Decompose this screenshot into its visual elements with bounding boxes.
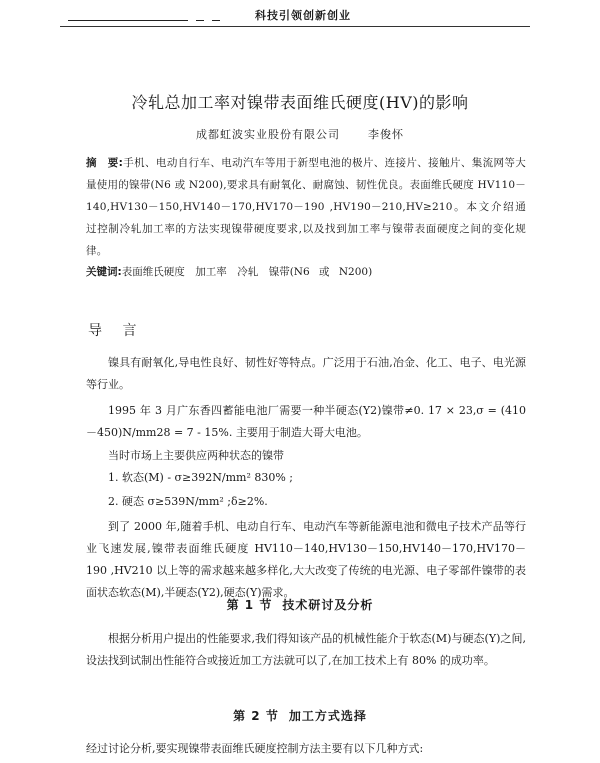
byline <box>0 126 600 142</box>
section-1-number: 第 1 节 <box>226 598 273 612</box>
intro-line-1: 当时市场上主要供应两种状态的镍带 <box>108 449 284 462</box>
section-2-paragraph: 经过讨论分析,要实现镍带表面维氏硬度控制方法主要有以下几种方式: <box>86 742 424 755</box>
section-2-number: 第 2 节 <box>233 709 279 723</box>
intro-paragraph-3: 到了 2000 年,随着手机、电动自行车、电动汽车等新能源电池和微电子技术产品等行业飞速发展,镍带表面维氏硬度 HV110－140,HV130－150,HV140－170,HV170－190 ,HV210 以上等的需求越来越多样化,大大改变了传统的电光源、电子零部件镍带的表面状态软态(M),半硬态(Y2),硬态(Y)需求。 <box>86 520 526 599</box>
keywords-label: 关键词: <box>86 266 122 278</box>
keywords-text: 表面维氏硬度 加工率 冷轧 镍带(N6 或 N200) <box>121 266 373 278</box>
abstract-label: 摘 要: <box>86 157 124 169</box>
abstract <box>86 152 526 262</box>
intro-paragraph-1: 镍具有耐氧化,导电性良好、韧性好等特点。广泛用于石油,冶金、化工、电子、电光源等行业。 <box>86 356 526 391</box>
header-rule-left <box>68 20 188 21</box>
intro-heading: 导 言 <box>88 323 145 339</box>
intro-line-2: 1. 软态(M) - σ≥392N/mm² 830% ; <box>108 471 294 484</box>
section-1-name: 技术研讨及分析 <box>282 598 374 612</box>
section-1-heading <box>0 596 600 613</box>
keywords <box>86 262 526 282</box>
header-rule <box>60 26 530 27</box>
intro-line-3: 2. 硬态 σ≥539N/mm² ;δ≥2%. <box>108 495 268 508</box>
affiliation: 成都虹波实业股份有限公司 <box>196 128 340 141</box>
section-2-heading <box>0 707 600 724</box>
abstract-text: 手机、电动自行车、电动汽车等用于新型电池的极片、连接片、接触片、集流网等大量使用的镍带(N6 或 N200),要求具有耐氧化、耐腐蚀、韧性优良。表面维氏硬度 HV110－140,HV130－150,HV140－170,HV170－190 ,HV190－210,HV≥210。本文介绍通过控制冷轧加工率的方法实现镍带硬度要求,以及找到加工率与镍带表面硬度之间的变化规律。 <box>86 157 527 257</box>
header-dash <box>212 20 220 21</box>
header-dash <box>196 20 204 21</box>
running-head: 科技引领创新创业 <box>255 9 351 22</box>
section-1-paragraph: 根据分析用户提出的性能要求,我们得知该产品的机械性能介于软态(M)与硬态(Y)之间,设法找到试制出性能符合或接近加工方法就可以了,在加工技术上有 80% 的成功率。 <box>86 632 526 667</box>
author: 李俊怀 <box>368 128 404 141</box>
section-2-name: 加工方式选择 <box>288 709 367 723</box>
paper-title: 冷轧总加工率对镍带表面维氏硬度(HV)的影响 <box>131 93 469 112</box>
intro-paragraph-2: 1995 年 3 月广东香四蓄能电池厂需要一种半硬态(Y2)镍带≠0. 17 × 23,σ = (410－450)N/mm28 = 7 - 15%. 主要用于制造大哥大电池。 <box>86 404 526 439</box>
